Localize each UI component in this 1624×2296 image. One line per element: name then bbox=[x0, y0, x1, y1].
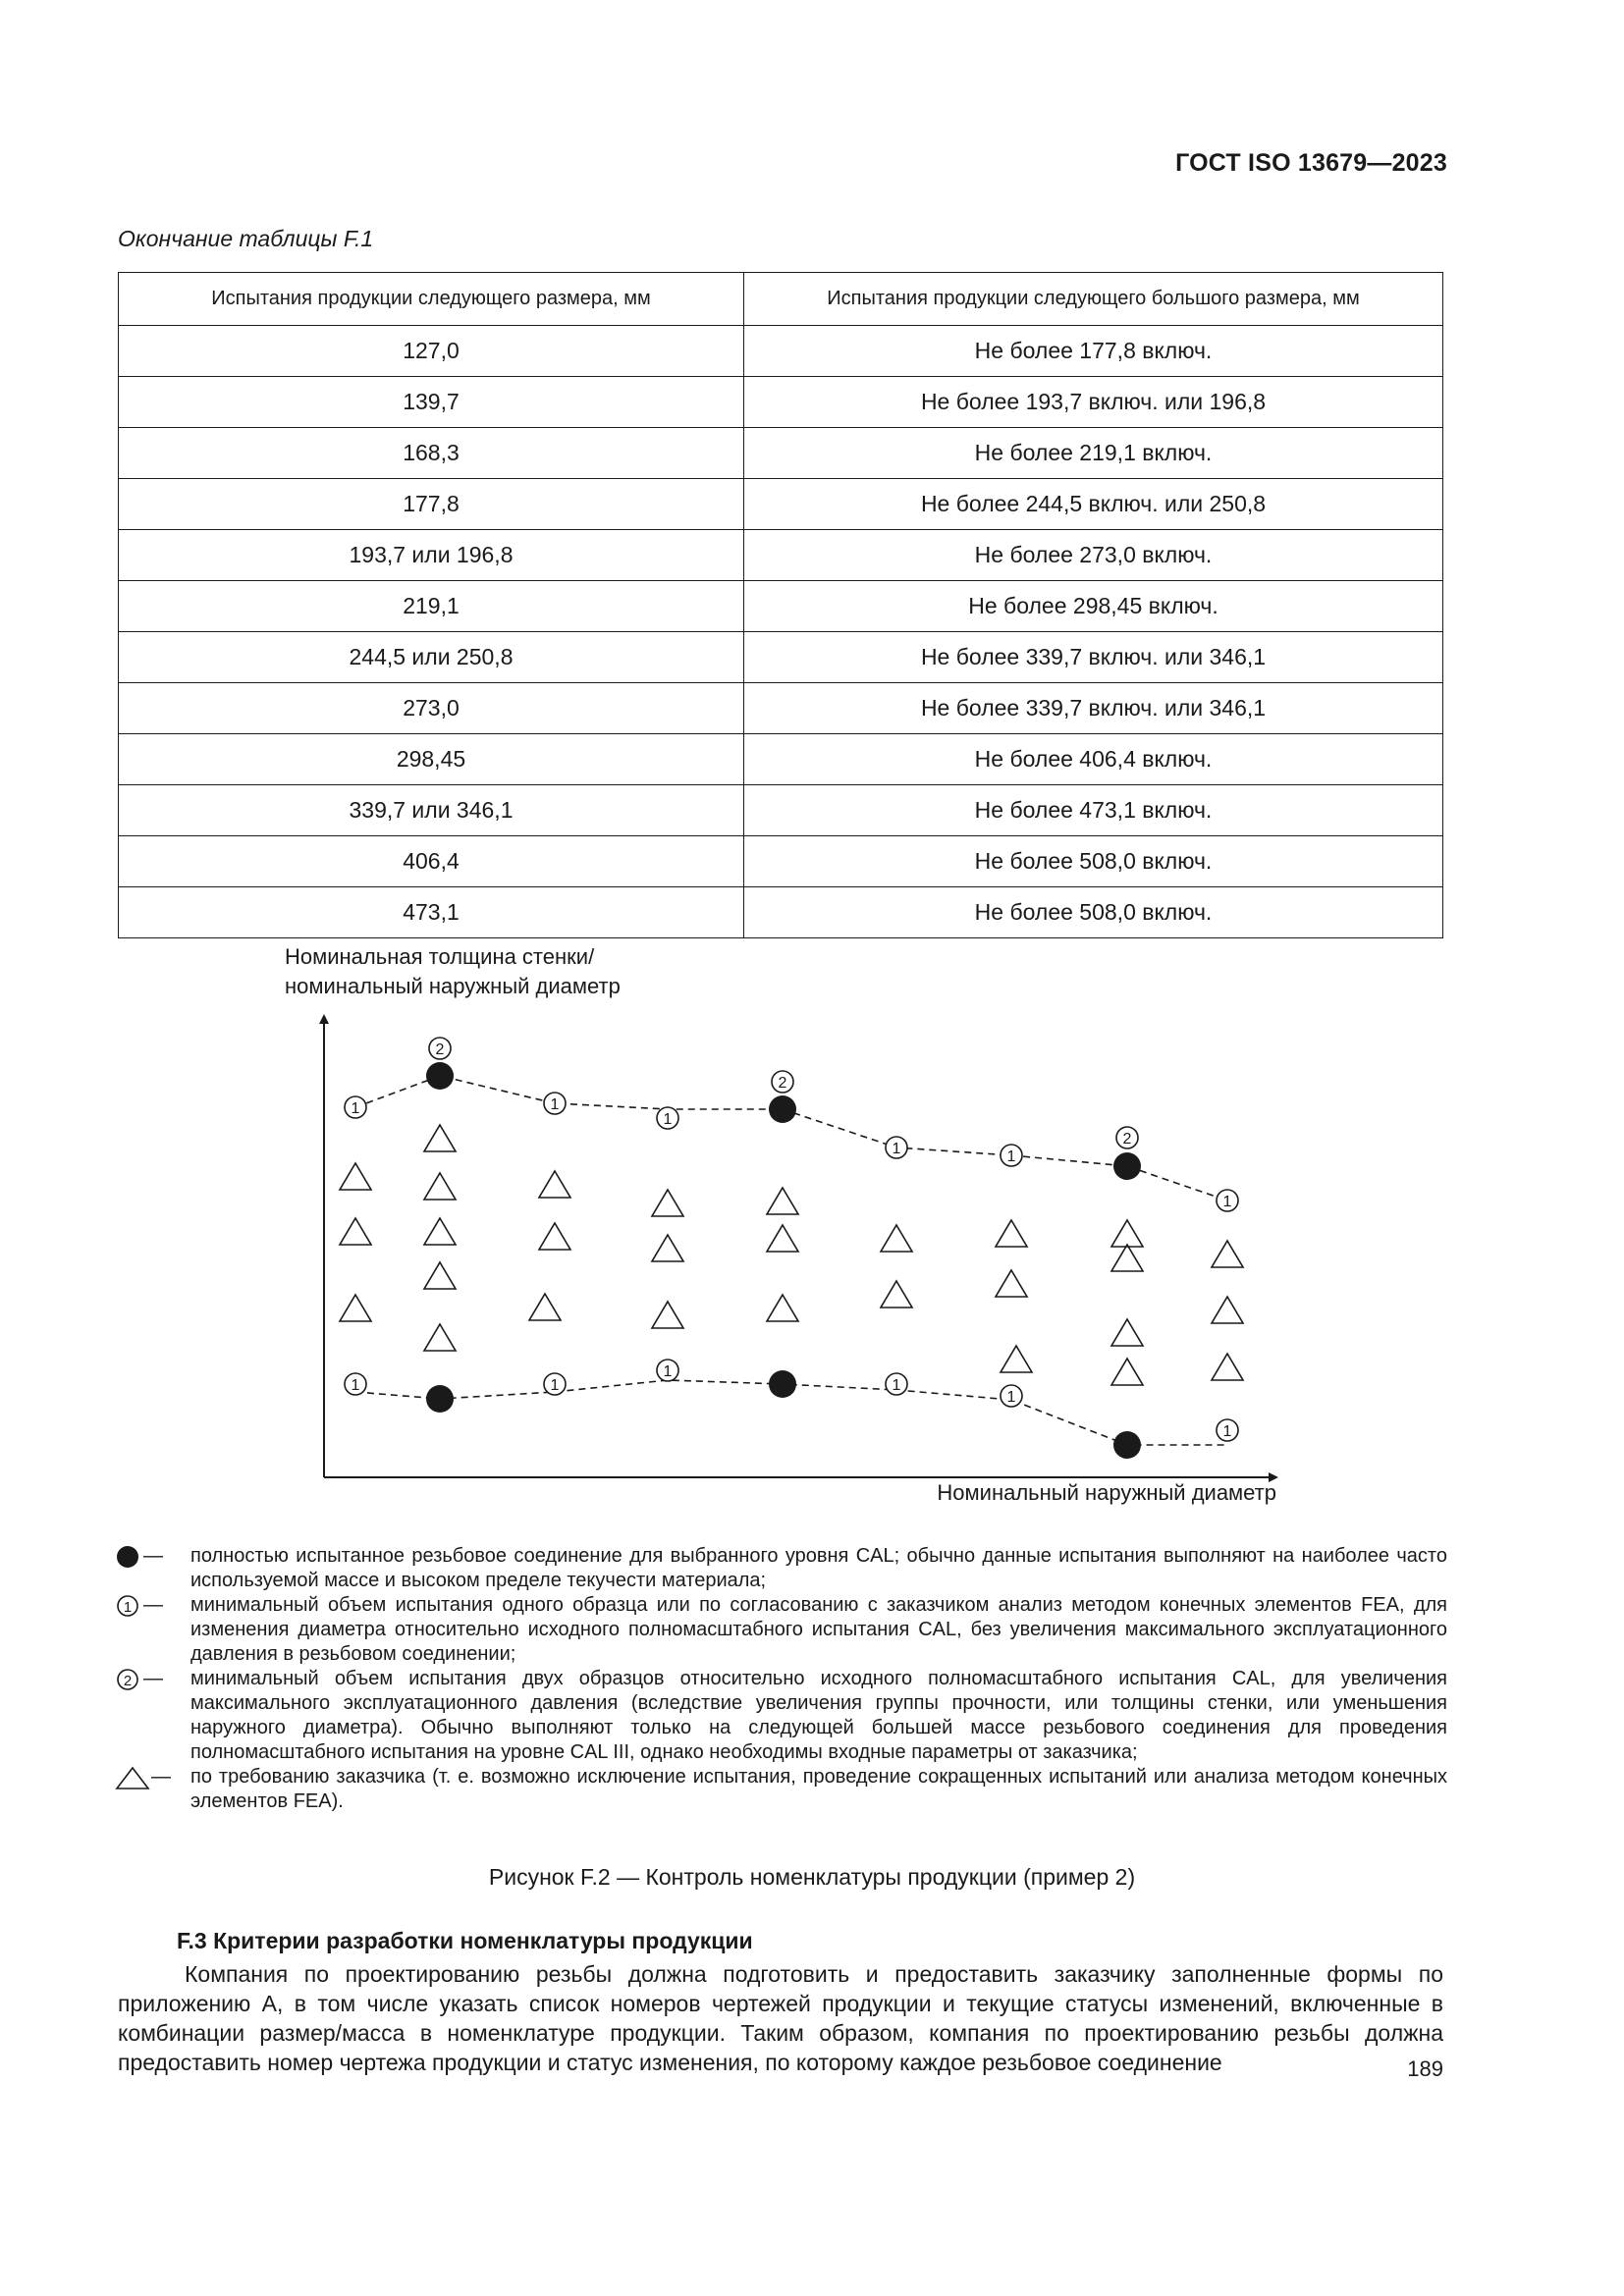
customer-request-triangle bbox=[1111, 1319, 1143, 1346]
table-row bbox=[119, 887, 1443, 938]
table-row bbox=[119, 836, 1443, 887]
marker-label: 1 bbox=[1006, 1148, 1016, 1165]
column-header-size: Испытания продукции следующего размера, мм bbox=[119, 273, 744, 326]
table-row bbox=[119, 479, 1443, 530]
customer-request-triangle bbox=[1001, 1346, 1032, 1372]
table-row bbox=[119, 581, 1443, 632]
table-cell: 168,3 bbox=[119, 428, 744, 479]
table-cell: Не более 273,0 включ. bbox=[744, 530, 1443, 581]
table-row bbox=[119, 683, 1443, 734]
marker-label: 1 bbox=[1222, 1194, 1232, 1210]
table-cell: Не более 406,4 включ. bbox=[744, 734, 1443, 785]
table-row bbox=[119, 377, 1443, 428]
marker-label: 1 bbox=[892, 1141, 901, 1157]
marker-label: 1 bbox=[892, 1377, 901, 1394]
table-cell: Не более 508,0 включ. bbox=[744, 887, 1443, 938]
customer-request-triangle bbox=[1212, 1354, 1243, 1380]
legend-text-two-samples: минимальный объем испытания двух образцов относительно исходного полномасштабного испытания CAL, для увеличения максимального эксплуатационного давления (вследствие увеличения группы прочности, или толщины стенки, или уменьшения наружного диаметра). Обычно выполняют только на следующей большей массе резьбового соединения для проведения полномасштабного испытания на уровне CAL III, однако необходимы входные параметры от заказчика; bbox=[190, 1668, 1447, 1763]
customer-request-triangle bbox=[340, 1295, 371, 1321]
full-test-point bbox=[1113, 1152, 1141, 1180]
table-cell: 339,7 или 346,1 bbox=[119, 785, 744, 836]
marker-label: 1 bbox=[550, 1377, 560, 1394]
customer-request-triangle bbox=[1111, 1359, 1143, 1385]
table-cell: Не более 339,7 включ. или 346,1 bbox=[744, 683, 1443, 734]
figure-plot bbox=[255, 942, 1296, 1522]
section-body: Компания по проектированию резьбы должна подготовить и предоставить заказчику заполненные формы по приложению А, в том числе указать список номеров чертежей продукции и текущие статусы изменений, включенные в комбинации размер/масса в номенклатуре продукции. Таким образом, компания по проектированию резьбы должна предоставить номер чертежа продукции и статус изменения, по которому каждое резьбовое соединение bbox=[118, 1961, 1443, 2075]
marker-label: 1 bbox=[550, 1096, 560, 1113]
upper-boundary-line bbox=[355, 1076, 1227, 1201]
table-cell: 139,7 bbox=[119, 377, 744, 428]
customer-request-triangle bbox=[767, 1188, 798, 1214]
customer-request-triangle bbox=[1212, 1297, 1243, 1323]
legend-text-one-sample: минимальный объем испытания одного образца или по согласованию с заказчиком анализ методом конечных элементов FEA, для изменения диаметра относительно исходного полномасштабного испытания CAL, без увеличения максимального эксплуатационного давления в резьбовом соединении; bbox=[190, 1594, 1447, 1665]
table-caption: Окончание таблицы F.1 bbox=[118, 226, 374, 251]
table-cell: Не более 244,5 включ. или 250,8 bbox=[744, 479, 1443, 530]
table-header-row bbox=[119, 273, 1443, 326]
customer-request-triangle bbox=[996, 1220, 1027, 1247]
marker-label: 2 bbox=[1122, 1131, 1132, 1148]
full-test-point bbox=[769, 1095, 796, 1123]
y-axis-label bbox=[285, 942, 621, 1001]
marker-label: 1 bbox=[351, 1100, 360, 1117]
table-cell: Не более 177,8 включ. bbox=[744, 326, 1443, 377]
customer-request-triangle bbox=[1212, 1241, 1243, 1267]
table-cell: 473,1 bbox=[119, 887, 744, 938]
legend-dash: — bbox=[143, 1545, 163, 1567]
table-row bbox=[119, 530, 1443, 581]
table-cell: 298,45 bbox=[119, 734, 744, 785]
filled-circle-icon bbox=[114, 1544, 143, 1570]
customer-request-triangle bbox=[340, 1218, 371, 1245]
table-row bbox=[119, 785, 1443, 836]
document-header: ГОСТ ISO 13679—2023 bbox=[1175, 149, 1447, 177]
customer-request-triangle bbox=[1111, 1220, 1143, 1247]
marker-label: 1 bbox=[663, 1363, 673, 1380]
customer-request-triangle bbox=[539, 1171, 570, 1198]
customer-request-triangle bbox=[652, 1302, 683, 1328]
table-cell: 219,1 bbox=[119, 581, 744, 632]
marker-label: 1 bbox=[1222, 1423, 1232, 1440]
customer-request-triangle bbox=[996, 1270, 1027, 1297]
table-row bbox=[119, 326, 1443, 377]
figure-legend bbox=[114, 1544, 1447, 1814]
circled-one-icon bbox=[114, 1593, 143, 1619]
triangle-icon bbox=[114, 1765, 151, 1790]
customer-request-triangle bbox=[652, 1235, 683, 1261]
marker-label: 1 bbox=[663, 1111, 673, 1128]
legend-item-customer-request bbox=[114, 1765, 1447, 1814]
customer-request-triangle bbox=[424, 1324, 456, 1351]
customer-request-triangle bbox=[881, 1281, 912, 1308]
table-cell: 177,8 bbox=[119, 479, 744, 530]
legend-item-one-sample bbox=[114, 1593, 1447, 1667]
customer-request-triangle bbox=[424, 1262, 456, 1289]
marker-label: 1 bbox=[1006, 1389, 1016, 1406]
figure-caption: Рисунок F.2 — Контроль номенклатуры продукции (пример 2) bbox=[488, 1864, 1136, 1890]
table-cell: 244,5 или 250,8 bbox=[119, 632, 744, 683]
column-header-next-size: Испытания продукции следующего большого размера, мм bbox=[744, 273, 1443, 326]
size-table bbox=[118, 272, 1443, 938]
customer-request-triangle bbox=[424, 1125, 456, 1151]
customer-request-triangle bbox=[1111, 1245, 1143, 1271]
table-cell: Не более 219,1 включ. bbox=[744, 428, 1443, 479]
customer-request-triangle bbox=[424, 1218, 456, 1245]
table-cell: 273,0 bbox=[119, 683, 744, 734]
customer-request-triangle bbox=[539, 1223, 570, 1250]
full-test-point bbox=[426, 1385, 454, 1413]
legend-marker-label: 2 bbox=[123, 1672, 133, 1689]
customer-request-triangle bbox=[767, 1295, 798, 1321]
customer-request-triangle bbox=[529, 1294, 561, 1320]
section-title: F.3 Критерии разработки номенклатуры продукции bbox=[177, 1928, 753, 1953]
legend-item-two-samples bbox=[114, 1667, 1447, 1765]
legend-dash: — bbox=[151, 1766, 171, 1788]
table-cell: Не более 473,1 включ. bbox=[744, 785, 1443, 836]
table-row bbox=[119, 632, 1443, 683]
y-axis-label-line1: Номинальная толщина стенки/ bbox=[285, 944, 595, 969]
legend-text-full-test: полностью испытанное резьбовое соединение для выбранного уровня CAL; обычно данные испытания выполняют на наиболее часто используемой массе и высоком пределе текучести материала; bbox=[190, 1545, 1447, 1591]
table-row bbox=[119, 734, 1443, 785]
marker-label: 2 bbox=[435, 1041, 445, 1058]
table-cell: Не более 298,45 включ. bbox=[744, 581, 1443, 632]
x-axis-label: Номинальный наружный диаметр bbox=[937, 1480, 1276, 1505]
legend-dash: — bbox=[143, 1668, 163, 1689]
table-cell: 193,7 или 196,8 bbox=[119, 530, 744, 581]
full-test-point bbox=[426, 1062, 454, 1090]
table-row bbox=[119, 428, 1443, 479]
y-axis-label-line2: номинальный наружный диаметр bbox=[285, 974, 621, 998]
customer-request-triangle bbox=[340, 1163, 371, 1190]
table-cell: 127,0 bbox=[119, 326, 744, 377]
customer-request-triangle bbox=[881, 1225, 912, 1252]
product-range-figure bbox=[255, 942, 1296, 1522]
customer-request-triangle bbox=[652, 1190, 683, 1216]
marker-label: 1 bbox=[351, 1377, 360, 1394]
legend-marker-label: 1 bbox=[123, 1598, 133, 1616]
legend-text-customer-request: по требованию заказчика (т. е. возможно исключение испытания, проведение сокращенных испытаний или анализа методом конечных элементов FEA). bbox=[190, 1766, 1447, 1812]
page-number: 189 bbox=[1407, 2056, 1443, 2081]
legend-dash: — bbox=[143, 1594, 163, 1616]
table-cell: Не более 193,7 включ. или 196,8 bbox=[744, 377, 1443, 428]
customer-request-triangle bbox=[767, 1225, 798, 1252]
marker-label: 2 bbox=[778, 1075, 787, 1092]
legend-item-full-test bbox=[114, 1544, 1447, 1593]
customer-request-triangle bbox=[424, 1173, 456, 1200]
table-cell: Не более 508,0 включ. bbox=[744, 836, 1443, 887]
circled-two-icon bbox=[114, 1667, 143, 1692]
table-cell: Не более 339,7 включ. или 346,1 bbox=[744, 632, 1443, 683]
table-cell: 406,4 bbox=[119, 836, 744, 887]
full-test-point bbox=[1113, 1431, 1141, 1459]
full-test-point bbox=[769, 1370, 796, 1398]
